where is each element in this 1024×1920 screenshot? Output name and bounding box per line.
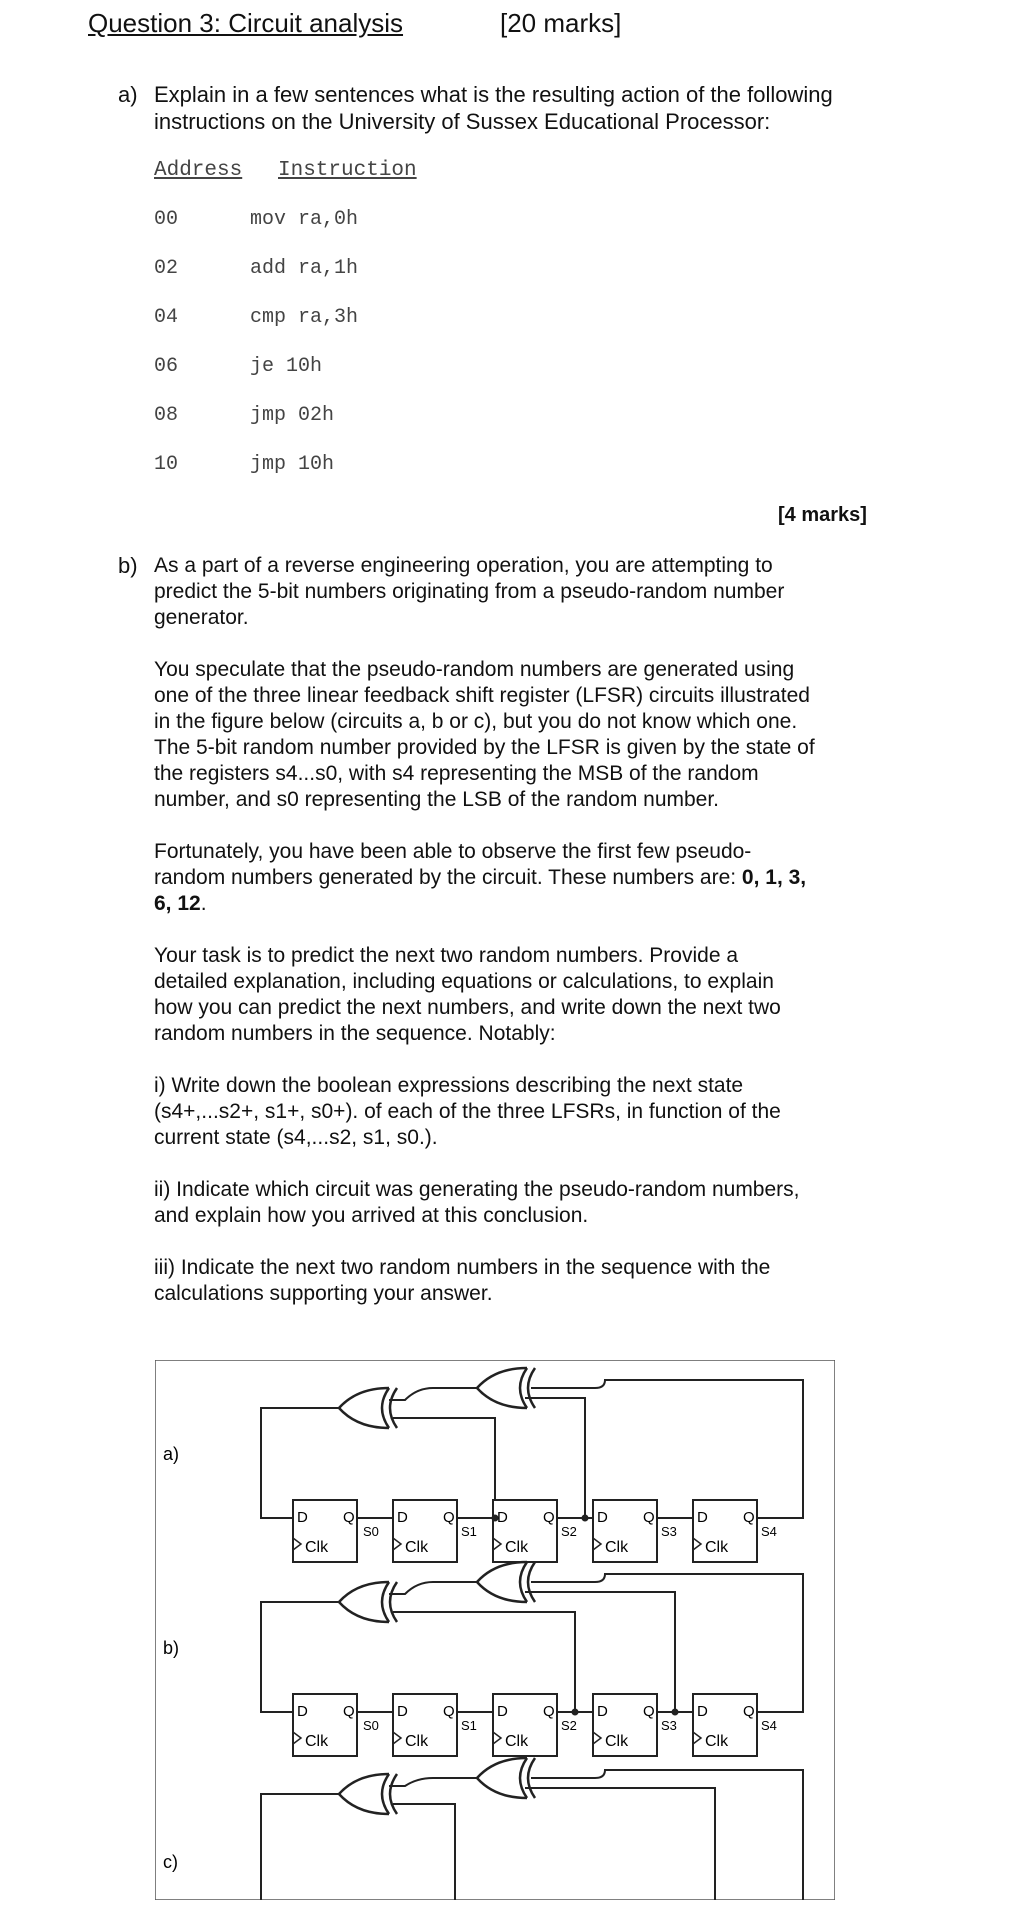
p3-text: random numbers generated by the circuit. These numbers are: (154, 866, 742, 889)
ff-q-label: Q (343, 1703, 355, 1720)
ff-clk-label: Clk (305, 1539, 329, 1556)
ff-d-label: D (697, 1703, 708, 1720)
row-instruction: jmp 02h (250, 404, 335, 427)
part-a-line-1: Explain in a few sentences what is the resulting action of the following (154, 82, 833, 107)
ff-d-label: D (497, 1509, 508, 1526)
state-label: S2 (561, 1524, 577, 1539)
row-address: 10 (154, 453, 179, 476)
sub-question-i: current state (s4,...s2, s1, s0.). (154, 1126, 438, 1149)
ff-q-label: Q (343, 1509, 355, 1526)
sub-question-ii: ii) Indicate which circuit was generating the pseudo-random numbers, (154, 1178, 800, 1201)
sub-question-ii: and explain how you arrived at this conclusion. (154, 1204, 589, 1227)
question-title: Question 3: Circuit analysis (88, 8, 404, 38)
sub-question-i: i) Write down the boolean expressions describing the next state (154, 1074, 744, 1097)
part-a-line-2: instructions on the University of Sussex Educational Processor: (154, 109, 771, 134)
lfsr-figure (155, 1360, 835, 1900)
ff-clk-label: Clk (605, 1539, 629, 1556)
row-address: 04 (154, 306, 179, 329)
circuit-c-label: c) (163, 1852, 178, 1872)
part-b-p1-line: As a part of a reverse engineering operation, you are attempting to (154, 554, 773, 577)
ff-clk-label: Clk (405, 1733, 429, 1750)
part-b-p4-line: Your task is to predict the next two random numbers. Provide a (154, 944, 739, 967)
ff-clk-label: Clk (605, 1733, 629, 1750)
state-label: S0 (363, 1524, 379, 1539)
table-header-instruction: Instruction (278, 159, 417, 182)
circuit-a-label: a) (163, 1444, 180, 1464)
row-instruction: jmp 10h (250, 453, 335, 476)
part-b-p2-line: the registers s4...s0, with s4 representing the MSB of the random (154, 762, 759, 785)
part-b-p2-line: You speculate that the pseudo-random numbers are generated using (154, 658, 795, 681)
ff-clk-label: Clk (505, 1733, 529, 1750)
part-b-p4-line: detailed explanation, including equations or calculations, to explain (154, 970, 774, 993)
ff-q-label: Q (443, 1703, 455, 1720)
table-header-address: Address (154, 159, 243, 182)
ff-q-label: Q (443, 1509, 455, 1526)
ff-q-label: Q (743, 1509, 755, 1526)
part-b-p4-line: random numbers in the sequence. Notably: (154, 1022, 556, 1045)
row-instruction: cmp ra,3h (250, 306, 359, 329)
state-label: S3 (661, 1718, 677, 1733)
question-total-marks: [20 marks] (500, 8, 622, 38)
ff-clk-label: Clk (505, 1539, 529, 1556)
ff-d-label: D (297, 1703, 308, 1720)
ff-q-label: Q (543, 1509, 555, 1526)
row-instruction: mov ra,0h (250, 208, 359, 231)
part-b-p3-line (154, 891, 207, 916)
part-a-label: a) (118, 82, 138, 107)
part-b-label: b) (118, 553, 138, 578)
ff-q-label: Q (643, 1509, 655, 1526)
ff-d-label: D (397, 1703, 408, 1720)
state-label: S4 (761, 1524, 777, 1539)
ff-clk-label: Clk (705, 1733, 729, 1750)
part-b-p2-line: number, and s0 representing the LSB of the random number. (154, 788, 720, 811)
row-instruction: je 10h (250, 355, 323, 378)
ff-q-label: Q (543, 1703, 555, 1720)
row-instruction: add ra,1h (250, 257, 359, 280)
part-b-p3-line: Fortunately, you have been able to observe the first few pseudo- (154, 840, 752, 863)
sub-question-iii: iii) Indicate the next two random numbers in the sequence with the (154, 1256, 771, 1279)
p3-bold-numbers: 6, 12 (154, 892, 201, 915)
state-label: S3 (661, 1524, 677, 1539)
part-b-p2-line: in the figure below (circuits a, b or c), but you do not know which one. (154, 710, 798, 733)
part-b-p4-line: how you can predict the next numbers, and write down the next two (154, 996, 781, 1019)
part-b-p2-line: one of the three linear feedback shift register (LFSR) circuits illustrated (154, 684, 810, 707)
state-label: S4 (761, 1718, 777, 1733)
row-address: 02 (154, 257, 179, 280)
ff-clk-label: Clk (705, 1539, 729, 1556)
ff-d-label: D (297, 1509, 308, 1526)
sub-question-iii: calculations supporting your answer. (154, 1282, 493, 1305)
state-label: S2 (561, 1718, 577, 1733)
ff-d-label: D (597, 1509, 608, 1526)
state-label: S1 (461, 1524, 477, 1539)
part-b-p1-line: predict the 5-bit numbers originating from a pseudo-random number (154, 580, 785, 603)
circuit-b-label: b) (163, 1638, 180, 1658)
part-b-p3-line (154, 865, 806, 890)
state-label: S1 (461, 1718, 477, 1733)
ff-d-label: D (597, 1703, 608, 1720)
state-label: S0 (363, 1718, 379, 1733)
ff-clk-label: Clk (305, 1733, 329, 1750)
sub-question-i: (s4+,...s2+, s1+, s0+). of each of the three LFSRs, in function of the (154, 1100, 781, 1123)
ff-d-label: D (497, 1703, 508, 1720)
row-address: 08 (154, 404, 179, 427)
p3-bold-numbers: 0, 1, 3, (741, 866, 807, 889)
ff-d-label: D (697, 1509, 708, 1526)
row-address: 00 (154, 208, 179, 231)
part-a-marks: [4 marks] (778, 504, 867, 526)
ff-q-label: Q (643, 1703, 655, 1720)
ff-clk-label: Clk (405, 1539, 429, 1556)
row-address: 06 (154, 355, 179, 378)
ff-q-label: Q (743, 1703, 755, 1720)
part-b-p1-line: generator. (154, 606, 249, 629)
ff-d-label: D (397, 1509, 408, 1526)
part-b-p2-line: The 5-bit random number provided by the LFSR is given by the state of (154, 736, 815, 759)
p3-text: . (200, 892, 207, 915)
